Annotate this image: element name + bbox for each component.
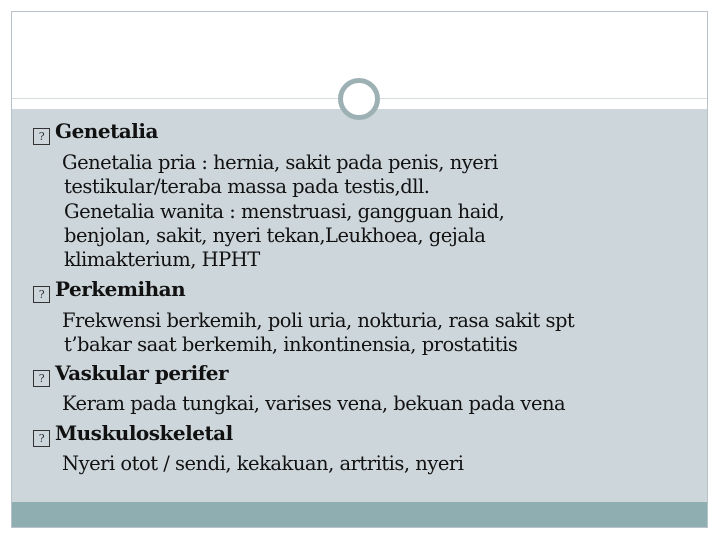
section-heading-text: Vaskular perifer [55,361,229,385]
section-line: t’bakar saat berkemih, inkontinensia, prostatitis [64,333,518,356]
section-heading-text: Muskuloskeletal [55,421,233,445]
missing-glyph-bullet-icon: ? [33,430,50,447]
section-line: Keram pada tungkai, varises vena, bekuan pada vena [62,392,566,415]
section-heading-text: Perkemihan [55,277,186,301]
missing-glyph-bullet-icon: ? [33,286,50,303]
section-line: Frekwensi berkemih, poli uria, nokturia, rasa sakit spt [62,309,575,332]
section-line: klimakterium, HPHT [64,248,260,271]
section-line: Genetalia pria : hernia, sakit pada penis, nyeri [62,151,498,174]
section-heading-perkemihan [33,277,185,303]
section-heading-muskuloskeletal [33,421,233,447]
missing-glyph-bullet-icon: ? [33,128,50,145]
section-heading-text: Genetalia [55,119,158,143]
section-heading-vaskular-perifer [33,361,228,387]
section-line: testikular/teraba massa pada testis,dll. [64,175,430,198]
section-line: Genetalia wanita : menstruasi, gangguan haid, [64,200,505,223]
section-heading-genetalia [33,119,158,145]
missing-glyph-bullet-icon: ? [33,370,50,387]
section-line: benjolan, sakit, nyeri tekan,Leukhoea, gejala [64,224,486,247]
section-line: Nyeri otot / sendi, kekakuan, artritis, nyeri [62,452,464,475]
